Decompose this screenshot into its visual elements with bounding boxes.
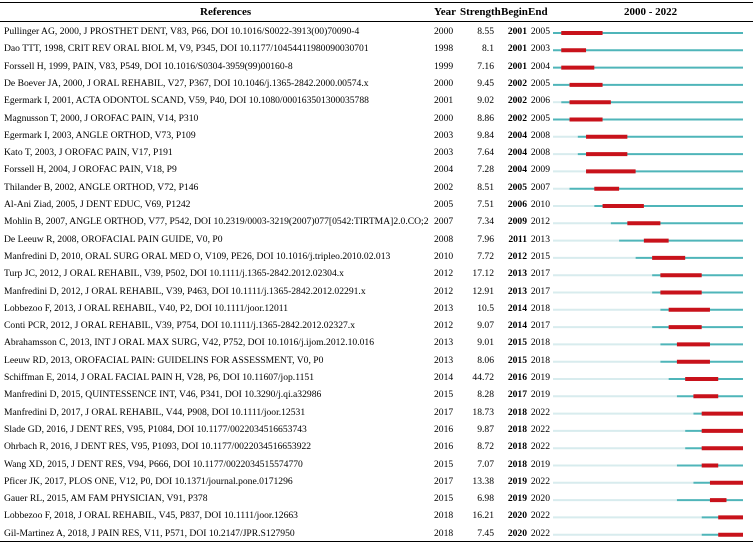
strength-value: 7.28 xyxy=(477,164,494,176)
strength-value: 12.91 xyxy=(472,285,494,297)
header-references: References xyxy=(200,6,252,18)
reference-label: De Boever JA, 2000, J ORAL REHABIL, V27, P367, DOI 10.1046/j.1365-2842.2000.00574.x xyxy=(4,77,369,89)
end-value: 2022 xyxy=(530,510,550,522)
begin-value: 2013 xyxy=(507,285,527,297)
reference-label: Dao TTT, 1998, CRIT REV ORAL BIOL M, V9, P345, DOI 10.1177/10454411980090030701 xyxy=(4,43,369,55)
year-value: 2004 xyxy=(434,164,454,176)
end-value: 2018 xyxy=(530,354,550,366)
year-value: 2015 xyxy=(434,458,454,470)
strength-value: 18.73 xyxy=(472,406,494,418)
end-value: 2018 xyxy=(530,302,550,314)
reference-label: Mohlin B, 2007, ANGLE ORTHOD, V77, P542, DOI 10.2319/0003-3219(2007)077[0542:TIRTMA]2.0.CO;2 xyxy=(4,216,429,228)
strength-value: 9.02 xyxy=(477,95,494,107)
begin-value: 2002 xyxy=(507,77,527,89)
header-timeline-range: 2000 - 2022 xyxy=(624,6,678,18)
reference-label: Egermark I, 2003, ANGLE ORTHOD, V73, P109 xyxy=(4,129,196,141)
begin-value: 2019 xyxy=(507,493,527,505)
strength-value: 9.01 xyxy=(477,337,494,349)
reference-label: De Leeuw R, 2008, OROFACIAL PAIN GUIDE, V0, P0 xyxy=(4,233,223,245)
year-value: 2015 xyxy=(434,389,454,401)
strength-value: 7.07 xyxy=(477,458,494,470)
begin-value: 2006 xyxy=(507,199,527,210)
end-value: 2008 xyxy=(530,147,550,159)
reference-label: Egermark I, 2001, ACTA ODONTOL SCAND, V59, P40, DOI 10.1080/000163501300035788 xyxy=(4,95,369,107)
end-value: 2015 xyxy=(530,250,550,262)
strength-value: 8.06 xyxy=(477,354,494,366)
begin-value: 2004 xyxy=(507,147,527,159)
begin-value: 2012 xyxy=(507,250,527,262)
strength-value: 44.72 xyxy=(472,372,494,383)
strength-value: 7.45 xyxy=(477,527,494,539)
reference-label: Manfredini D, 2017, J ORAL REHABIL, V44, P908, DOI 10.1111/joor.12531 xyxy=(4,406,306,418)
reference-label: Manfredini D, 2012, J ORAL REHABIL, V39, P463, DOI 10.1111/j.1365-2842.2012.02291.x xyxy=(4,285,366,297)
reference-label: Leeuw RD, 2013, OROFACIAL PAIN: GUIDELINS FOR ASSESSMENT, V0, P0 xyxy=(4,354,324,366)
strength-value: 7.34 xyxy=(477,216,494,228)
reference-label: Forssell H, 2004, J OROFAC PAIN, V18, P9 xyxy=(4,164,177,176)
reference-label: Slade GD, 2016, J DENT RES, V95, P1084, DOI 10.1177/0022034516653743 xyxy=(4,423,307,435)
year-value: 2001 xyxy=(434,95,454,107)
strength-value: 17.12 xyxy=(472,268,494,280)
begin-value: 2015 xyxy=(507,337,527,349)
reference-label: Al-Ani Ziad, 2005, J DENT EDUC, V69, P1242 xyxy=(4,199,191,210)
begin-value: 2001 xyxy=(507,43,527,55)
end-value: 2022 xyxy=(530,406,550,418)
year-value: 2017 xyxy=(434,475,454,487)
year-value: 2017 xyxy=(434,406,454,418)
year-value: 2008 xyxy=(434,233,454,245)
year-value: 2000 xyxy=(434,26,454,37)
begin-value: 2009 xyxy=(507,216,527,228)
begin-value: 2018 xyxy=(507,423,527,435)
end-value: 2010 xyxy=(530,199,550,210)
end-value: 2005 xyxy=(530,112,550,124)
year-value: 2016 xyxy=(434,423,454,435)
strength-value: 8.1 xyxy=(482,43,494,55)
begin-value: 2015 xyxy=(507,354,527,366)
begin-value: 2018 xyxy=(507,406,527,418)
reference-label: Wang XD, 2015, J DENT RES, V94, P666, DOI 10.1177/0022034515574770 xyxy=(4,458,303,470)
strength-value: 7.64 xyxy=(477,147,494,159)
year-value: 2018 xyxy=(434,527,454,539)
end-value: 2013 xyxy=(530,233,550,245)
reference-label: Kato T, 2003, J OROFAC PAIN, V17, P191 xyxy=(4,147,173,159)
strength-value: 9.84 xyxy=(477,129,494,141)
end-value: 2017 xyxy=(530,268,550,280)
reference-label: Turp JC, 2012, J ORAL REHABIL, V39, P502, DOI 10.1111/j.1365-2842.2012.02304.x xyxy=(4,268,344,280)
reference-label: Manfredini D, 2010, ORAL SURG ORAL MED O, V109, PE26, DOI 10.1016/j.tripleo.2010.02.013 xyxy=(4,250,391,262)
begin-value: 2014 xyxy=(507,302,527,314)
year-value: 2015 xyxy=(434,493,454,505)
begin-value: 2004 xyxy=(507,164,527,176)
year-value: 2003 xyxy=(434,147,454,159)
end-value: 2022 xyxy=(530,527,550,539)
year-value: 2003 xyxy=(434,129,454,141)
end-value: 2020 xyxy=(530,493,550,505)
strength-value: 7.96 xyxy=(477,233,494,245)
year-value: 2002 xyxy=(434,181,454,193)
header-end: End xyxy=(528,6,548,18)
strength-value: 8.51 xyxy=(477,181,494,193)
end-value: 2018 xyxy=(530,337,550,349)
strength-value: 8.86 xyxy=(477,112,494,124)
end-value: 2005 xyxy=(530,26,550,37)
strength-value: 8.55 xyxy=(477,26,494,37)
strength-value: 6.98 xyxy=(477,493,494,505)
begin-value: 2013 xyxy=(507,268,527,280)
end-value: 2019 xyxy=(530,372,550,383)
year-value: 2005 xyxy=(434,199,454,210)
reference-label: Lobbezoo F, 2018, J ORAL REHABIL, V45, P837, DOI 10.1111/joor.12663 xyxy=(4,510,298,522)
begin-value: 2018 xyxy=(507,441,527,453)
begin-value: 2016 xyxy=(507,372,527,383)
begin-value: 2004 xyxy=(507,129,527,141)
end-value: 2006 xyxy=(530,95,550,107)
year-value: 2012 xyxy=(434,268,454,280)
reference-label: Schiffman E, 2014, J ORAL FACIAL PAIN H, V28, P6, DOI 10.11607/jop.1151 xyxy=(4,372,315,383)
year-value: 1999 xyxy=(434,60,454,72)
year-value: 2010 xyxy=(434,250,454,262)
strength-value: 7.16 xyxy=(477,60,494,72)
begin-value: 2001 xyxy=(507,60,527,72)
reference-label: Gauer RL, 2015, AM FAM PHYSICIAN, V91, P378 xyxy=(4,493,208,505)
reference-label: Forssell H, 1999, PAIN, V83, P549, DOI 10.1016/S0304-3959(99)00160-8 xyxy=(4,60,293,72)
bottom-rule xyxy=(0,541,753,542)
end-value: 2012 xyxy=(530,216,550,228)
year-value: 2013 xyxy=(434,337,454,349)
strength-value: 8.28 xyxy=(477,389,494,401)
reference-label: Pullinger AG, 2000, J PROSTHET DENT, V83, P66, DOI 10.1016/S0022-3913(00)70090-4 xyxy=(4,26,360,37)
strength-value: 10.5 xyxy=(477,302,494,314)
end-value: 2017 xyxy=(530,285,550,297)
reference-label: Gil-Martinez A, 2018, J PAIN RES, V11, P571, DOI 10.2147/JPR.S127950 xyxy=(4,527,295,539)
begin-value: 2017 xyxy=(507,389,527,401)
end-value: 2017 xyxy=(530,320,550,332)
end-value: 2009 xyxy=(530,164,550,176)
begin-value: 2014 xyxy=(507,320,527,332)
end-value: 2022 xyxy=(530,475,550,487)
end-value: 2007 xyxy=(530,181,550,193)
strength-value: 8.72 xyxy=(477,441,494,453)
begin-value: 2011 xyxy=(508,233,527,245)
reference-label: Abrahamsson C, 2013, INT J ORAL MAX SURG, V42, P752, DOI 10.1016/j.ijom.2012.10.016 xyxy=(4,337,374,349)
header-begin: Begin xyxy=(501,6,528,18)
reference-label: Lobbezoo F, 2013, J ORAL REHABIL, V40, P2, DOI 10.1111/joor.12011 xyxy=(4,302,289,314)
strength-value: 7.72 xyxy=(477,250,494,262)
end-value: 2003 xyxy=(530,43,550,55)
strength-value: 16.21 xyxy=(472,510,494,522)
begin-value: 2019 xyxy=(507,475,527,487)
reference-label: Manfredini D, 2015, QUINTESSENCE INT, V46, P341, DOI 10.3290/j.qi.a32986 xyxy=(4,389,322,401)
begin-value: 2018 xyxy=(507,458,527,470)
reference-label: Conti PCR, 2012, J ORAL REHABIL, V39, P754, DOI 10.1111/j.1365-2842.2012.02327.x xyxy=(4,320,355,332)
end-value: 2008 xyxy=(530,129,550,141)
end-value: 2019 xyxy=(530,389,550,401)
begin-value: 2002 xyxy=(507,95,527,107)
year-value: 2012 xyxy=(434,320,454,332)
reference-label: Pficer JK, 2017, PLOS ONE, V12, P0, DOI 10.1371/journal.pone.0171296 xyxy=(4,475,293,487)
end-value: 2004 xyxy=(530,60,550,72)
header-year: Year xyxy=(434,6,456,18)
strength-value: 9.07 xyxy=(477,320,494,332)
strength-value: 9.45 xyxy=(477,77,494,89)
year-value: 2000 xyxy=(434,112,454,124)
end-value: 2022 xyxy=(530,441,550,453)
begin-value: 2001 xyxy=(507,26,527,37)
year-value: 2000 xyxy=(434,77,454,89)
year-value: 2016 xyxy=(434,441,454,453)
header-strength: Strength xyxy=(460,6,501,18)
strength-value: 9.87 xyxy=(477,423,494,435)
year-value: 2018 xyxy=(434,510,454,522)
strength-value: 13.38 xyxy=(472,475,494,487)
end-value: 2022 xyxy=(530,423,550,435)
year-value: 2013 xyxy=(434,354,454,366)
strength-value: 7.51 xyxy=(477,199,494,210)
year-value: 2014 xyxy=(434,372,454,383)
begin-value: 2020 xyxy=(507,527,527,539)
year-value: 2012 xyxy=(434,285,454,297)
year-value: 2013 xyxy=(434,302,454,314)
reference-label: Thilander B, 2002, ANGLE ORTHOD, V72, P146 xyxy=(4,181,199,193)
begin-value: 2005 xyxy=(507,181,527,193)
begin-value: 2020 xyxy=(507,510,527,522)
end-value: 2005 xyxy=(530,77,550,89)
end-value: 2019 xyxy=(530,458,550,470)
reference-label: Ohrbach R, 2016, J DENT RES, V95, P1093, DOI 10.1177/0022034516653922 xyxy=(4,441,312,453)
year-value: 1998 xyxy=(434,43,454,55)
begin-value: 2002 xyxy=(507,112,527,124)
year-value: 2007 xyxy=(434,216,454,228)
reference-label: Magnusson T, 2000, J OROFAC PAIN, V14, P310 xyxy=(4,112,199,124)
